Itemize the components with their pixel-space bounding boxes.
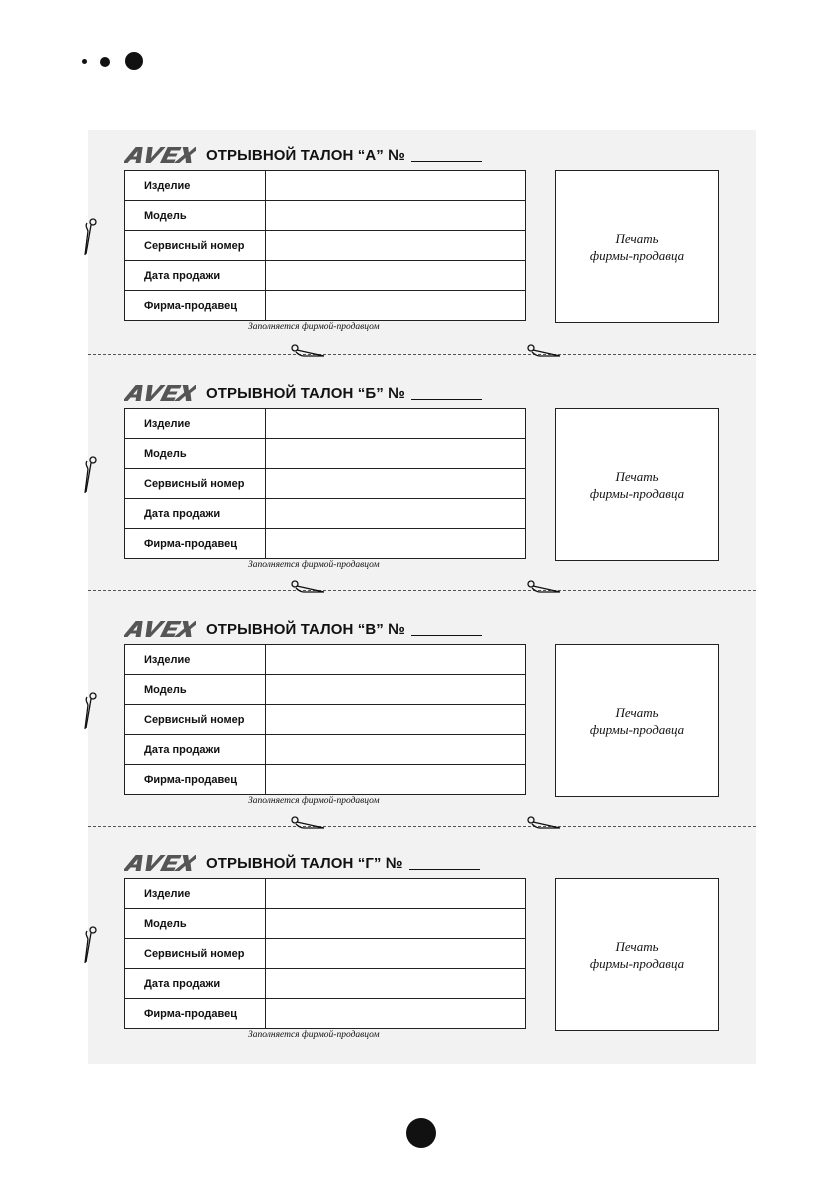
dashed-line [88,590,756,591]
table-row [125,969,526,999]
fill-note: Заполняется фирмой-продавцом [248,322,380,332]
scissors-icon [291,580,325,596]
field-input[interactable] [265,171,525,201]
number-blank[interactable] [411,387,482,400]
field-input[interactable] [265,231,525,261]
coupon-b [88,368,756,578]
coupon-title: ОТРЫВНОЙ ТАЛОН “Б” № [206,384,405,402]
cut-line [88,344,756,360]
table-row [125,201,526,231]
scissors-icon [291,816,325,832]
field-input[interactable] [265,969,525,999]
field-label: Изделие [125,645,266,675]
field-label: Модель [125,909,266,939]
field-label: Модель [125,439,266,469]
field-label: Сервисный номер [125,231,266,261]
field-input[interactable] [265,735,525,765]
seller-stamp-box [555,878,719,1031]
table-row [125,469,526,499]
field-input[interactable] [265,469,525,499]
field-input[interactable] [265,499,525,529]
field-label: Фирма-продавец [125,999,266,1029]
coupon-title: ОТРЫВНОЙ ТАЛОН “В” № [206,620,405,638]
field-input[interactable] [265,879,525,909]
number-blank[interactable] [409,857,480,870]
table-row [125,409,526,439]
field-input[interactable] [265,765,525,795]
scissors-icon [82,456,98,494]
coupon-header [124,145,482,165]
field-label: Сервисный номер [125,469,266,499]
medium-dot [100,57,110,67]
scissors-icon [527,580,561,596]
table-row [125,261,526,291]
field-label: Изделие [125,409,266,439]
coupon-header [124,619,482,639]
table-row [125,439,526,469]
avex-logo [124,384,196,402]
coupon-fields-table [124,644,526,795]
seller-stamp-box [555,644,719,797]
field-input[interactable] [265,409,525,439]
cut-line [88,816,756,832]
fill-note: Заполняется фирмой-продавцом [248,560,380,570]
field-label: Дата продажи [125,499,266,529]
fill-note: Заполняется фирмой-продавцом [248,1030,380,1040]
stamp-label: фирмы-продавца [589,485,685,501]
field-input[interactable] [265,999,525,1029]
table-row [125,675,526,705]
scissors-icon [82,926,98,964]
stamp-label: Печать [615,938,659,954]
dashed-line [88,826,756,827]
avex-logo [124,620,196,638]
field-input[interactable] [265,439,525,469]
stamp-label: Печать [615,468,659,484]
table-row [125,499,526,529]
field-label: Модель [125,675,266,705]
stamp-label: Печать [615,704,659,720]
avex-logo [124,146,196,164]
avex-logo [124,854,196,872]
coupon-fields-table [124,878,526,1029]
table-row [125,171,526,201]
scissors-icon [527,344,561,360]
large-dot [125,52,143,70]
field-label: Фирма-продавец [125,765,266,795]
coupon-header [124,383,482,403]
table-row [125,705,526,735]
field-input[interactable] [265,705,525,735]
table-row [125,529,526,559]
table-row [125,291,526,321]
table-row [125,231,526,261]
coupon-g [88,838,756,1048]
stamp-label: фирмы-продавца [589,721,685,737]
field-input[interactable] [265,675,525,705]
coupon-fields-table [124,170,526,321]
cut-line [88,580,756,596]
field-input[interactable] [265,909,525,939]
field-input[interactable] [265,939,525,969]
scissors-icon [82,692,98,730]
field-input[interactable] [265,201,525,231]
field-input[interactable] [265,291,525,321]
stamp-label: фирмы-продавца [589,955,685,971]
table-row [125,909,526,939]
number-blank[interactable] [411,623,482,636]
field-label: Сервисный номер [125,939,266,969]
field-input[interactable] [265,261,525,291]
field-label: Изделие [125,879,266,909]
table-row [125,645,526,675]
coupon-a [88,130,756,340]
fill-note: Заполняется фирмой-продавцом [248,796,380,806]
page-marker-dot [406,1118,436,1148]
coupon-fields-table [124,408,526,559]
stamp-label: фирмы-продавца [589,247,685,263]
table-row [125,735,526,765]
field-label: Изделие [125,171,266,201]
field-label: Фирма-продавец [125,529,266,559]
field-label: Фирма-продавец [125,291,266,321]
scissors-icon [82,218,98,256]
table-row [125,999,526,1029]
table-row [125,939,526,969]
small-dot [82,59,87,64]
table-row [125,765,526,795]
scissors-icon [291,344,325,360]
field-input[interactable] [265,645,525,675]
field-label: Дата продажи [125,735,266,765]
field-label: Сервисный номер [125,705,266,735]
field-label: Дата продажи [125,969,266,999]
field-label: Модель [125,201,266,231]
coupon-title: ОТРЫВНОЙ ТАЛОН “Г” № [206,854,403,872]
table-row [125,879,526,909]
coupons-panel [88,130,756,1064]
coupon-title: ОТРЫВНОЙ ТАЛОН “А” № [206,146,405,164]
seller-stamp-box [555,170,719,323]
scissors-icon [527,816,561,832]
field-label: Дата продажи [125,261,266,291]
coupon-header [124,853,480,873]
stamp-label: Печать [615,230,659,246]
dashed-line [88,354,756,355]
number-blank[interactable] [411,149,482,162]
coupon-v [88,604,756,814]
field-input[interactable] [265,529,525,559]
seller-stamp-box [555,408,719,561]
